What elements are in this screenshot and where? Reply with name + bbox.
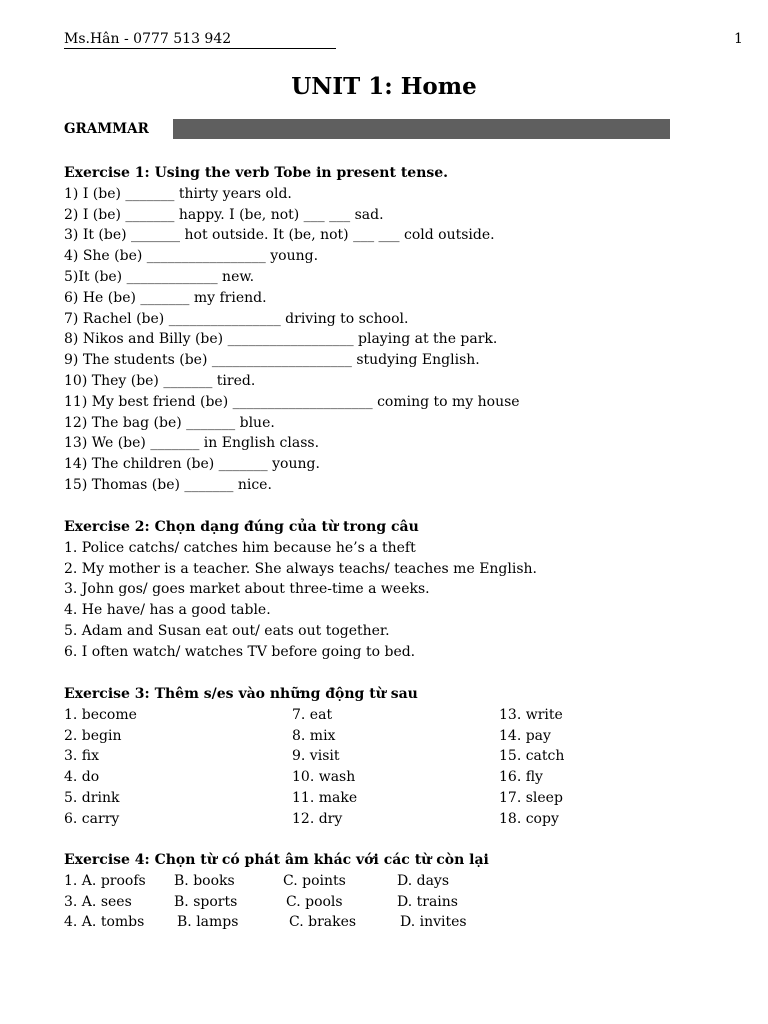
section-label-grammar: GRAMMAR [64,121,149,137]
verb-item: 8. mix [292,727,336,744]
exercise-item: 6. I often watch/ watches TV before going to bed. [64,643,416,660]
exercise-title: Exercise 4: Chọn từ có phát âm khác với các từ còn lại [64,852,489,868]
exercise-item: 3) It (be) _______ hot outside. It (be, not) ___ ___ cold outside. [64,227,495,244]
exercise-item: 14) The children (be) _______ young. [64,456,320,473]
option-item: 4. A. tombs [64,914,145,931]
option-item: D. days [397,872,450,889]
option-item: C. points [283,872,346,889]
option-item: B. lamps [177,914,239,931]
verb-item: 9. visit [292,748,340,765]
page-number: 1 [734,31,743,47]
exercise-2 [64,517,724,663]
verb-item: 14. pay [499,727,551,744]
exercise-item: 2) I (be) _______ happy. I (be, not) ___ ___ sad. [64,206,384,223]
verb-item: 15. catch [499,748,565,765]
exercise-item: 13) We (be) _______ in English class. [64,435,320,452]
exercise-item: 1) I (be) _______ thirty years old. [64,185,292,202]
pronunciation-options [64,871,724,934]
verb-item: 7. eat [292,706,333,723]
exercise-item: 3. John gos/ goes market about three-time a weeks. [64,581,430,598]
exercise-title: Exercise 2: Chọn dạng đúng của từ trong câu [64,519,419,535]
verb-item: 2. begin [64,727,122,744]
option-item: C. brakes [289,914,357,931]
exercise-item: 12) The bag (be) _______ blue. [64,414,275,431]
verb-item: 17. sleep [499,789,563,806]
exercise-item: 15) Thomas (be) _______ nice. [64,476,272,493]
option-item: B. sports [174,893,238,910]
exercise-item: 2. My mother is a teacher. She always teachs/ teaches me English. [64,560,537,577]
exercise-item: 10) They (be) _______ tired. [64,372,256,389]
verb-columns [64,705,724,830]
verb-item: 13. write [499,706,563,723]
exercise-item: 6) He (be) _______ my friend. [64,289,267,306]
option-item: 3. A. sees [64,893,132,910]
verb-item: 5. drink [64,789,120,806]
exercise-item: 1. Police catchs/ catches him because he’s a theft [64,539,416,556]
verb-item: 10. wash [292,769,356,786]
page-title: UNIT 1: Home [291,73,477,100]
exercise-item: 5)It (be) _____________ new. [64,268,255,285]
verb-item: 11. make [292,789,358,806]
option-item: 1. A. proofs [64,872,146,889]
option-item: C. pools [286,893,343,910]
exercise-item: 9) The students (be) ____________________ studying English. [64,352,480,369]
verb-item: 18. copy [499,810,559,827]
section-divider-bar [173,119,670,139]
exercise-item: 5. Adam and Susan eat out/ eats out together. [64,622,390,639]
option-item: D. trains [397,893,458,910]
header-teacher-info: Ms.Hân - 0777 513 942 [64,31,336,49]
verb-item: 1. become [64,706,137,723]
exercise-title: Exercise 3: Thêm s/es vào những động từ sau [64,686,418,702]
verb-item: 6. carry [64,810,120,827]
verb-item: 3. fix [64,748,100,765]
verb-item: 16. fly [499,769,543,786]
option-item: D. invites [400,914,467,931]
exercise-1 [64,163,724,496]
exercise-item: 4) She (be) _________________ young. [64,248,319,265]
exercise-item: 8) Nikos and Billy (be) __________________ playing at the park. [64,331,498,348]
exercise-title: Exercise 1: Using the verb Tobe in present tense. [64,165,449,181]
exercise-item: 7) Rachel (be) ________________ driving to school. [64,310,409,327]
exercise-item: 11) My best friend (be) ____________________ coming to my house [64,393,520,410]
option-item: B. books [174,872,235,889]
verb-item: 12. dry [292,810,343,827]
exercise-item: 4. He have/ has a good table. [64,602,271,619]
exercise-3 [64,684,724,830]
exercise-4 [64,850,724,934]
verb-item: 4. do [64,769,100,786]
